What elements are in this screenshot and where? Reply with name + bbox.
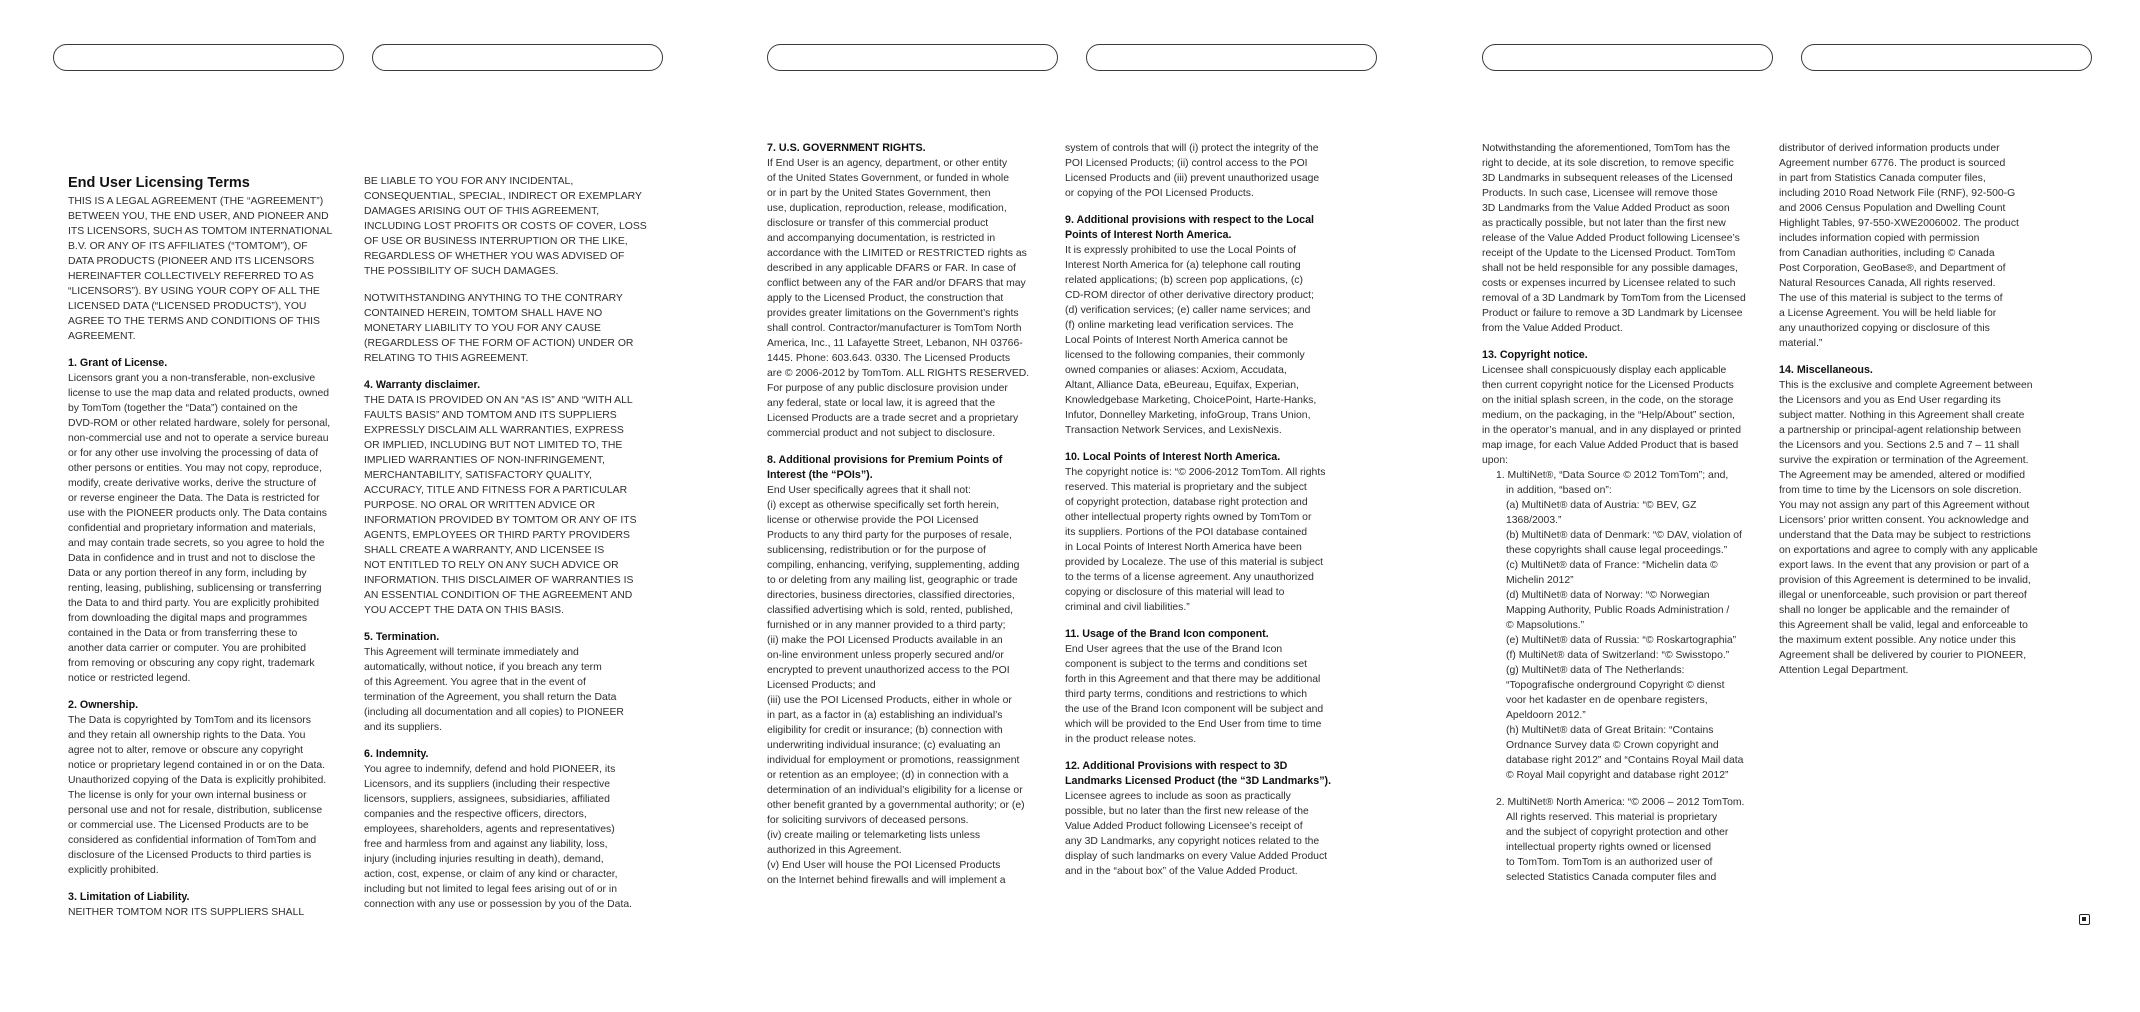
text-line: INFORMATION PROVIDED BY TOMTOM OR ANY OF ITS (364, 515, 637, 526)
text-line: third party terms, conditions and restrictions to which (1065, 689, 1307, 700)
text-line: Licensed Products and (iii) prevent unauthorized usage (1065, 173, 1320, 184)
text-line: possible, but no later than the first new release of the (1065, 806, 1309, 817)
text-line: to TomTom. TomTom is an authorized user of (1506, 857, 1713, 868)
text-line: 1445. Phone: 603.643. 0330. The Licensed Products (767, 353, 1011, 364)
text-line: of the United States Government, or funded in whole (767, 173, 1010, 184)
text-line: the Data to and third party. You are explicitly prohibited (68, 598, 320, 609)
text-line: LICENSED DATA (“LICENSED PRODUCTS”), YOU (68, 301, 307, 312)
text-line: then current copyright notice for the Licensed Products (1482, 380, 1734, 391)
text-line: the maximum extent possible. Any notice under this (1779, 635, 2016, 646)
text-line: to the terms of a license agreement. Any unauthorized (1065, 572, 1314, 583)
text-line: EXPRESSLY DISCLAIM ALL WARRANTIES, EXPRESS (364, 425, 624, 436)
paragraph-gap (364, 618, 664, 630)
text-line: AGREE TO THE TERMS AND CONDITIONS OF THIS (68, 316, 320, 327)
text-line: use with the PIONEER products only. The Data contains (68, 508, 327, 519)
text-line: licensors, suppliers, assignees, subsidiaries, affiliated (364, 794, 610, 805)
text-line: The copyright notice is: “© 2006-2012 TomTom. All rights (1065, 467, 1326, 478)
text-line: SHALL CREATE A WARRANTY, AND LICENSEE IS (364, 545, 605, 556)
text-line: on the Internet behind firewalls and will implement a (767, 875, 1006, 886)
text-line: provision of this Agreement is determined to be invalid, (1779, 575, 2031, 586)
text-line: employees, shareholders, agents and representatives) (364, 824, 615, 835)
text-line: automatically, without notice, if you breach any term (364, 662, 602, 673)
text-line: Data or any portion thereof in any form, including by (68, 568, 307, 579)
text-line: (iv) create mailing or telemarketing lists unless (767, 830, 981, 841)
text-line: This is the exclusive and complete Agreement between (1779, 380, 2033, 391)
text-line: compiling, enhancing, verifying, supplementing, adding (767, 560, 1020, 571)
text-line: notice or restricted legend. (68, 673, 191, 684)
text-line: on exportations and agree to comply with any applicable (1779, 545, 2038, 556)
text-line: the Licensors and you. Sections 2.5 and 7 – 11 shall (1779, 440, 2020, 451)
text-line: You may not assign any part of this Agreement without (1779, 500, 2030, 511)
text-line: AN ESSENTIAL CONDITION OF THE AGREEMENT AND (364, 590, 633, 601)
text-line: map image, for each Value Added Product that is based (1482, 440, 1739, 451)
text-line: and the subject of copyright protection and other (1506, 827, 1729, 838)
text-line: injury (including injuries resulting in death), demand, (364, 854, 604, 865)
text-line: directories, business directories, classified directories, (767, 590, 1015, 601)
text-line: DVD-ROM or other related hardware, solely for personal, (68, 418, 331, 429)
text-line: INCLUDING LOST PROFITS OR COSTS OF COVER, LOSS (364, 221, 647, 232)
text-line: ITS LICENSORS, SUCH AS TOMTOM INTERNATIONAL (68, 226, 333, 237)
text-line: in the operator’s manual, and in any displayed or printed (1482, 425, 1741, 436)
text-line: the Licensors and you as End User regarding its (1779, 395, 2001, 406)
text-line: ACCURACY, TITLE AND FITNESS FOR A PARTICULAR (364, 485, 628, 496)
text-line: THE DATA IS PROVIDED ON AN “AS IS” AND “WITH ALL (364, 395, 633, 406)
paragraph-gap (364, 735, 664, 747)
text-column-4 (1065, 141, 1365, 921)
text-line: shall control. Contractor/manufacturer is TomTom North (767, 323, 1022, 334)
text-line: If End User is an agency, department, or other entity (767, 158, 1008, 169)
paragraph-gap (1779, 351, 2079, 363)
text-line: America, Inc., 11 Lafayette Street, Lebanon, NH 03766- (767, 338, 1023, 349)
text-line: disclosure or transfer of this commercial product (767, 218, 989, 229)
text-line: disclosure of the Licensed Products to third parties is (68, 850, 312, 861)
text-line: display of such landmarks on every Value Added Product (1065, 851, 1328, 862)
text-line: (d) verification services; (e) caller name services; and (1065, 305, 1311, 316)
text-line: or copying of the POI Licensed Products. (1065, 188, 1254, 199)
text-line: Knowledgebase Marketing, ChoicePoint, Harte-Hanks, (1065, 395, 1317, 406)
text-line: Data in confidence and in trust and not to disclose the (68, 553, 316, 564)
text-line: on the initial splash screen, in the code, on the storage (1482, 395, 1734, 406)
text-line: shall no longer be applicable and the remainder of (1779, 605, 2010, 616)
text-line: non-commercial use and not to operate a service bureau (68, 433, 329, 444)
text-line: its suppliers. Portions of the POI database contained (1065, 527, 1308, 538)
section-heading: 3. Limitation of Liability. (68, 891, 190, 903)
text-line: contained in the Data or from transferring these to (68, 628, 298, 639)
text-line: PURPOSE. NO ORAL OR WRITTEN ADVICE OR (364, 500, 596, 511)
text-line: apply to the Licensed Product, the construction that (767, 293, 1004, 304)
text-line: Licensee agrees to include as soon as practically (1065, 791, 1291, 802)
text-line: illegal or unenforceable, such provision or part thereof (1779, 590, 2027, 601)
section-heading: Points of Interest North America. (1065, 229, 1232, 241)
text-line: described in any applicable DFARS or FAR. In case of (767, 263, 1016, 274)
text-line: End User agrees that the use of the Brand Icon (1065, 644, 1283, 655)
text-line: database right 2012” and “Contains Royal Mail data (1506, 755, 1744, 766)
text-line: right to decide, at its sole discretion, to remove specific (1482, 158, 1734, 169)
text-line: from time to time by the Licensors on sole discretion. (1779, 485, 2022, 496)
text-line: receipt of the Update to the Licensed Product. TomTom (1482, 248, 1736, 259)
text-line: (f) online marketing lead verification services. The (1065, 320, 1294, 331)
text-line: Products to any third party for the purposes of resale, (767, 530, 1012, 541)
text-line: © Mapsolutions.” (1506, 620, 1585, 631)
text-line: any federal, state or local law, it is agreed that the (767, 398, 996, 409)
text-line: export laws. In the event that any provision or part of a (1779, 560, 2030, 571)
section-heading: 2. Ownership. (68, 699, 139, 711)
text-line: © Royal Mail copyright and database right 2012” (1506, 770, 1729, 781)
paragraph-gap (68, 686, 368, 698)
text-line: in part, as a factor in (a) establishing an individual’s (767, 710, 1003, 721)
text-line: distributor of derived information products under (1779, 143, 2000, 154)
text-line: shall not be held responsible for any possible damages, (1482, 263, 1738, 274)
text-line: understand that the Data may be subject to restrictions (1779, 530, 2031, 541)
text-line: release of the Value Added Product following Licensee’s (1482, 233, 1740, 244)
text-line: Licensee shall conspicuously display each applicable (1482, 365, 1727, 376)
text-line: other benefit granted by a governmental authority; or (e) (767, 800, 1025, 811)
text-line: action, cost, expense, or claim of any kind or character, (364, 869, 618, 880)
text-line: costs or expenses incurred by Licensee related to such (1482, 278, 1736, 289)
text-line: related applications; (b) screen pop applications, (c) (1065, 275, 1303, 286)
text-line: owned companies or aliases: Acxiom, Accudata, (1065, 365, 1287, 376)
text-line: “LICENSORS”). BY USING YOUR COPY OF ALL THE (68, 286, 320, 297)
text-line: NOTWITHSTANDING ANYTHING TO THE CONTRARY (364, 293, 623, 304)
text-line: B.V. OR ANY OF ITS AFFILIATES (“TOMTOM”), OF (68, 241, 308, 252)
text-line: or for any other use involving the processing of data of (68, 448, 319, 459)
text-line: from downloading the digital maps and programmes (68, 613, 308, 624)
section-heading: 13. Copyright notice. (1482, 349, 1588, 361)
paragraph-gap (1065, 201, 1365, 213)
section-heading: 8. Additional provisions for Premium Points of (767, 454, 1003, 466)
text-line: as practically possible, but not later than the first new (1482, 218, 1726, 229)
text-line: (h) MultiNet® data of Great Britain: “Contains (1506, 725, 1714, 736)
text-line: considered as confidential information of TomTom and (68, 835, 317, 846)
section-heading: 10. Local Points of Interest North America. (1065, 451, 1281, 463)
header-tab-outline-2 (372, 44, 663, 71)
text-line: DATA PRODUCTS (PIONEER AND ITS LICENSORS (68, 256, 315, 267)
text-line: MONETARY LIABILITY TO YOU FOR ANY CAUSE (364, 323, 601, 334)
text-line: Highlight Tables, 97-550-XWE2006002. The product (1779, 218, 2019, 229)
paragraph-gap (1065, 615, 1365, 627)
text-line: from removing or obscuring any copy right, trademark (68, 658, 315, 669)
text-line: medium, on the packaging, in the “Help/About” section, (1482, 410, 1735, 421)
text-line: Notwithstanding the aforementioned, TomTom has the (1482, 143, 1731, 154)
text-line: NEITHER TOMTOM NOR ITS SUPPLIERS SHALL (68, 907, 305, 918)
text-line: furnished or in any manner provided to a third party; (767, 620, 1006, 631)
text-line: Natural Resources Canada, All rights reserved. (1779, 278, 1996, 289)
text-line: Altant, Alliance Data, eBeureau, Equifax, Experian, (1065, 380, 1299, 391)
text-line: THIS IS A LEGAL AGREEMENT (THE “AGREEMENT”) (68, 196, 324, 207)
text-line: Licensed Products; and (767, 680, 876, 691)
text-line: or commercial use. The Licensed Products are to be (68, 820, 309, 831)
text-line: Michelin 2012” (1506, 575, 1574, 586)
text-line: of copyright protection, database right protection and (1065, 497, 1308, 508)
text-line: BE LIABLE TO YOU FOR ANY INCIDENTAL, (364, 176, 574, 187)
paragraph-gap (68, 344, 368, 356)
text-line: or retention as an employee; (d) in connection with a (767, 770, 1009, 781)
text-line: accordance with the LIMITED or RESTRICTED rights as (767, 248, 1027, 259)
text-line: provided by Localeze. The use of this material is subject (1065, 557, 1323, 568)
text-column-1 (68, 174, 368, 954)
text-line: reserved. This material is proprietary and the subject (1065, 482, 1307, 493)
text-line: 1368/2003.” (1506, 515, 1562, 526)
text-line: AGREEMENT. (68, 331, 136, 342)
text-line: copying or disclosure of this material will lead to (1065, 587, 1285, 598)
text-line: includes information copied with permission (1779, 233, 1980, 244)
text-line: the use of the Brand Icon component will be subject and (1065, 704, 1324, 715)
text-line: confidential and proprietary information and materials, (68, 523, 316, 534)
text-line: or in part by the United States Government, then (767, 188, 991, 199)
text-line: OR IMPLIED, INCLUDING BUT NOT LIMITED TO, THE (364, 440, 623, 451)
text-line: use, duplication, reproduction, release, modification, (767, 203, 1007, 214)
text-line: (g) MultiNet® data of The Netherlands: (1506, 665, 1685, 676)
paragraph-gap (68, 878, 368, 890)
text-line: and its suppliers. (364, 722, 442, 733)
text-line: (i) except as otherwise specifically set forth herein, (767, 500, 1000, 511)
text-line: Mapping Authority, Public Roads Administration / (1506, 605, 1730, 616)
text-line: criminal and civil liabilities.” (1065, 602, 1190, 613)
text-line: 3D Landmarks from the Value Added Product as soon (1482, 203, 1730, 214)
text-line: (a) MultiNet® data of Austria: “© BEV, GZ (1506, 500, 1697, 511)
text-line: commercial product and not subject to disclosure. (767, 428, 996, 439)
text-line: these copyrights shall cause legal proceedings.” (1506, 545, 1728, 556)
text-line: and 2006 Census Population and Dwelling Count (1779, 203, 2006, 214)
text-line: and in the “about box” of the Value Added Product. (1065, 866, 1298, 877)
text-line: individual for employment or promotions, reassignment (767, 755, 1020, 766)
text-line: CONSEQUENTIAL, SPECIAL, INDIRECT OR EXEMPLARY (364, 191, 642, 202)
text-line: All rights reserved. This material is proprietary (1506, 812, 1718, 823)
text-line: (iii) use the POI Licensed Products, either in whole or (767, 695, 1012, 706)
text-line: (f) MultiNet® data of Switzerland: “© Swisstopo.” (1506, 650, 1730, 661)
text-line: a partnership or principal-agent relationship between (1779, 425, 2022, 436)
text-line: sublicensing, redistribution or for the purpose of (767, 545, 986, 556)
header-tab-outline-4 (1086, 44, 1377, 71)
text-line: Post Corporation, GeoBase®, and Department of (1779, 263, 2006, 274)
section-heading: 6. Indemnity. (364, 748, 429, 760)
text-line: You agree to indemnify, defend and hold PIONEER, its (364, 764, 616, 775)
section-heading: 14. Miscellaneous. (1779, 364, 1873, 376)
section-heading: 1. Grant of License. (68, 357, 168, 369)
header-tab-outline-3 (767, 44, 1058, 71)
text-line: 2. MultiNet® North America: “© 2006 – 2012 TomTom. (1496, 797, 1745, 808)
text-line: in part from Statistics Canada computer files, (1779, 173, 1986, 184)
text-line: upon: (1482, 455, 1509, 466)
text-line: this Agreement shall be valid, legal and enforceable to (1779, 620, 2028, 631)
text-line: RELATING TO THIS AGREEMENT. (364, 353, 529, 364)
text-line: by TomTom (together the “Data”) contained on the (68, 403, 298, 414)
text-line: on-line environment unless properly secured and/or (767, 650, 1004, 661)
text-line: It is expressly prohibited to use the Local Points of (1065, 245, 1297, 256)
text-line: OF USE OR BUSINESS INTERRUPTION OR THE LIKE, (364, 236, 628, 247)
text-line: Agreement number 6776. The product is sourced (1779, 158, 2006, 169)
text-line: CD-ROM director of other derivative directory product; (1065, 290, 1314, 301)
paragraph-gap (767, 441, 1067, 453)
text-line: Licensors’ prior written consent. You acknowledge and (1779, 515, 2029, 526)
text-line: REGARDLESS OF WHETHER YOU WAS ADVISED OF (364, 251, 625, 262)
paragraph-gap (364, 366, 664, 378)
text-line: DAMAGES ARISING OUT OF THIS AGREEMENT, (364, 206, 600, 217)
text-line: Licensors, and its suppliers (including their respective (364, 779, 611, 790)
paragraph-gap (1482, 336, 1782, 348)
text-line: Agreement shall be delivered by courier to PIONEER, (1779, 650, 2027, 661)
text-line: (REGARDLESS OF THE FORM OF ACTION) UNDER OR (364, 338, 634, 349)
text-line: to or deleting from any mailing list, geographic or trade (767, 575, 1018, 586)
text-line: Interest North America for (a) telephone call routing (1065, 260, 1301, 271)
text-line: Transaction Network Services, and LexisNexis. (1065, 425, 1282, 436)
text-line: agree not to alter, remove or obscure any copyright (68, 745, 304, 756)
text-line: “Topografische onderground Copyright © dienst (1506, 680, 1725, 691)
text-line: Product or failure to remove a 3D Landmark by Licensee (1482, 308, 1743, 319)
section-heading: Landmarks Licensed Product (the “3D Landmarks”). (1065, 775, 1332, 787)
text-line: or reverse engineer the Data. The Data is restricted for (68, 493, 320, 504)
text-line: free and harmless from and against any liability, loss, (364, 839, 608, 850)
text-line: removal of a 3D Landmark by TomTom from the Licensed (1482, 293, 1746, 304)
text-line: Unauthorized copying of the Data is explicitly prohibited. (68, 775, 327, 786)
text-line: licensed to the following companies, their commonly (1065, 350, 1305, 361)
text-line: other persons or entities. You may not copy, reproduce, (68, 463, 322, 474)
paragraph-gap (1065, 747, 1365, 759)
text-line: 3D Landmarks in subsequent releases of the Licensed (1482, 173, 1733, 184)
section-heading: 9. Additional provisions with respect to the Local (1065, 214, 1315, 226)
text-line: FAULTS BASIS” AND TOMTOM AND ITS SUPPLIERS (364, 410, 617, 421)
paragraph-gap (1065, 438, 1365, 450)
text-line: material.” (1779, 338, 1823, 349)
document-title: End User Licensing Terms (68, 175, 250, 191)
text-line: This Agreement will terminate immediately and (364, 647, 579, 658)
text-line: modify, create derivative works, derive the structure of (68, 478, 317, 489)
text-line: (e) MultiNet® data of Russia: “© Roskartographia” (1506, 635, 1737, 646)
text-line: authorized in this Agreement. (767, 845, 902, 856)
text-line: and may contain trade secrets, so you agree to hold the (68, 538, 325, 549)
section-heading: Interest (the “POIs”). (767, 469, 873, 481)
text-line: (including all documentation and all copies) to PIONEER (364, 707, 624, 718)
text-line: personal use and not for resale, distribution, sublicense (68, 805, 323, 816)
text-line: in Local Points of Interest North America have been (1065, 542, 1302, 553)
section-heading: 11. Usage of the Brand Icon component. (1065, 628, 1269, 640)
text-line: Licensors grant you a non-transferable, non-exclusive (68, 373, 316, 384)
text-line: forth in this Agreement and that there may be additional (1065, 674, 1321, 685)
text-line: Value Added Product following Licensee’s receipt of (1065, 821, 1303, 832)
text-line: selected Statistics Canada computer files and (1506, 872, 1717, 883)
text-line: INFORMATION. THIS DISCLAIMER OF WARRANTIES IS (364, 575, 634, 586)
text-line: a License Agreement. You will be held liable for (1779, 308, 1997, 319)
text-line: Ordnance Survey data © Crown copyright and (1506, 740, 1719, 751)
text-line: The Data is copyrighted by TomTom and its licensors (68, 715, 311, 726)
text-line: YOU ACCEPT THE DATA ON THIS BASIS. (364, 605, 564, 616)
text-column-2 (364, 174, 664, 954)
text-line: Attention Legal Department. (1779, 665, 1909, 676)
header-tab-outline-1 (53, 44, 344, 71)
text-line: Products. In such case, Licensee will remove those (1482, 188, 1718, 199)
text-line: (b) MultiNet® data of Denmark: “© DAV, violation of (1506, 530, 1742, 541)
text-line: Local Points of Interest North America cannot be (1065, 335, 1288, 346)
text-line: (v) End User will house the POI Licensed Products (767, 860, 1001, 871)
text-line: other intellectual property rights owned by TomTom or (1065, 512, 1312, 523)
text-line: Infutor, Donnelley Marketing, infoGroup, Trans Union, (1065, 410, 1311, 421)
text-line: For purpose of any public disclosure provision under (767, 383, 1008, 394)
text-line: survive the expiration or termination of the Agreement. (1779, 455, 2029, 466)
text-line: (ii) make the POI Licensed Products available in an (767, 635, 1003, 646)
text-line: POI Licensed Products; (ii) control access to the POI (1065, 158, 1308, 169)
text-column-6 (1779, 141, 2079, 921)
text-line: any 3D Landmarks, any copyright notices related to the (1065, 836, 1320, 847)
text-line: from Canadian authorities, including © Canada (1779, 248, 1995, 259)
text-line: conflict between any of the FAR and/or DFARS that may (767, 278, 1026, 289)
text-column-3 (767, 141, 1067, 921)
text-line: voor het kadaster en de openbare registers, (1506, 695, 1708, 706)
text-line: eligibility for credit or insurance; (b) connection with (767, 725, 1003, 736)
text-line: (d) MultiNet® data of Norway: “© Norwegian (1506, 590, 1710, 601)
text-line: The use of this material is subject to the terms of (1779, 293, 2003, 304)
text-line: explicitly prohibited. (68, 865, 159, 876)
paragraph-gap (364, 279, 664, 291)
text-line: HEREINAFTER COLLECTIVELY REFERRED TO AS (68, 271, 314, 282)
text-line: component is subject to the terms and conditions set (1065, 659, 1308, 670)
text-line: determination of an individual’s eligibility for a license or (767, 785, 1023, 796)
text-line: from the Value Added Product. (1482, 323, 1623, 334)
text-line: of this Agreement. You agree that in the event of (364, 677, 586, 688)
page-marker-icon (2079, 914, 2090, 925)
text-line: The license is only for your own internal business or (68, 790, 307, 801)
header-tab-outline-5 (1482, 44, 1773, 71)
text-line: BETWEEN YOU, THE END USER, AND PIONEER AND (68, 211, 329, 222)
section-heading: 7. U.S. GOVERNMENT RIGHTS. (767, 142, 926, 154)
text-line: CONTAINED HEREIN, TOMTOM SHALL HAVE NO (364, 308, 603, 319)
text-column-5 (1482, 141, 1782, 921)
section-heading: 5. Termination. (364, 631, 440, 643)
text-line: classified advertising which is sold, rented, published, (767, 605, 1014, 616)
text-line: (c) MultiNet® data of France: “Michelin data © (1506, 560, 1718, 571)
text-line: underwriting individual insurance; (c) evaluating an (767, 740, 1001, 751)
text-line: MERCHANTABILITY, SATISFACTORY QUALITY, (364, 470, 592, 481)
text-line: license to use the map data and related products, owned (68, 388, 330, 399)
text-line: THE POSSIBILITY OF SUCH DAMAGES. (364, 266, 559, 277)
text-line: another data carrier or computer. You are prohibited (68, 643, 306, 654)
section-heading: 4. Warranty disclaimer. (364, 379, 481, 391)
text-line: any unauthorized copying or disclosure of this (1779, 323, 1990, 334)
text-line: which will be provided to the End User from time to time (1065, 719, 1322, 730)
text-line: 1. MultiNet®, “Data Source © 2012 TomTom”; and, (1496, 470, 1729, 481)
text-line: IMPLIED WARRANTIES OF NON-INFRINGEMENT, (364, 455, 605, 466)
text-line: including 2010 Road Network File (RNF), 92-500-G (1779, 188, 2016, 199)
text-line: and they retain all ownership rights to the Data. You (68, 730, 306, 741)
text-line: encrypted to prevent unauthorized access to the POI (767, 665, 1010, 676)
text-line: license or otherwise provide the POI Licensed (767, 515, 979, 526)
paragraph-gap (1482, 783, 1782, 795)
text-line: in addition, “based on”: (1506, 485, 1612, 496)
header-tab-outline-6 (1801, 44, 2092, 71)
text-line: NOT ENTITLED TO RELY ON ANY SUCH ADVICE OR (364, 560, 619, 571)
text-line: intellectual property rights owned or licensed (1506, 842, 1712, 853)
text-line: AGENTS, EMPLOYEES OR THIRD PARTY PROVIDERS (364, 530, 630, 541)
section-heading: 12. Additional Provisions with respect to 3D (1065, 760, 1288, 772)
text-line: renting, leasing, publishing, sublicensing or transferring (68, 583, 322, 594)
text-line: termination of the Agreement, you shall return the Data (364, 692, 617, 703)
text-line: companies and the respective officers, directors, (364, 809, 587, 820)
text-line: connection with any use or possession by you of the Data. (364, 899, 633, 910)
text-line: system of controls that will (i) protect the integrity of the (1065, 143, 1319, 154)
text-line: The Agreement may be amended, altered or modified (1779, 470, 2026, 481)
text-line: subject matter. Nothing in this Agreement shall create (1779, 410, 2025, 421)
text-line: notice or proprietary legend contained in or on the Data. (68, 760, 326, 771)
text-line: for soliciting survivors of deceased persons. (767, 815, 969, 826)
text-line: in the product release notes. (1065, 734, 1197, 745)
text-line: Apeldoorn 2012.” (1506, 710, 1586, 721)
text-line: End User specifically agrees that it shall not: (767, 485, 971, 496)
text-line: and accompanying documentation, is restricted in (767, 233, 996, 244)
text-line: Licensed Products are a trade secret and a proprietary (767, 413, 1019, 424)
text-line: including but not limited to legal fees arising out of or in (364, 884, 617, 895)
text-line: are © 2006-2012 by TomTom. ALL RIGHTS RESERVED. (767, 368, 1030, 379)
text-line: provides greater limitations on the Government’s rights (767, 308, 1019, 319)
